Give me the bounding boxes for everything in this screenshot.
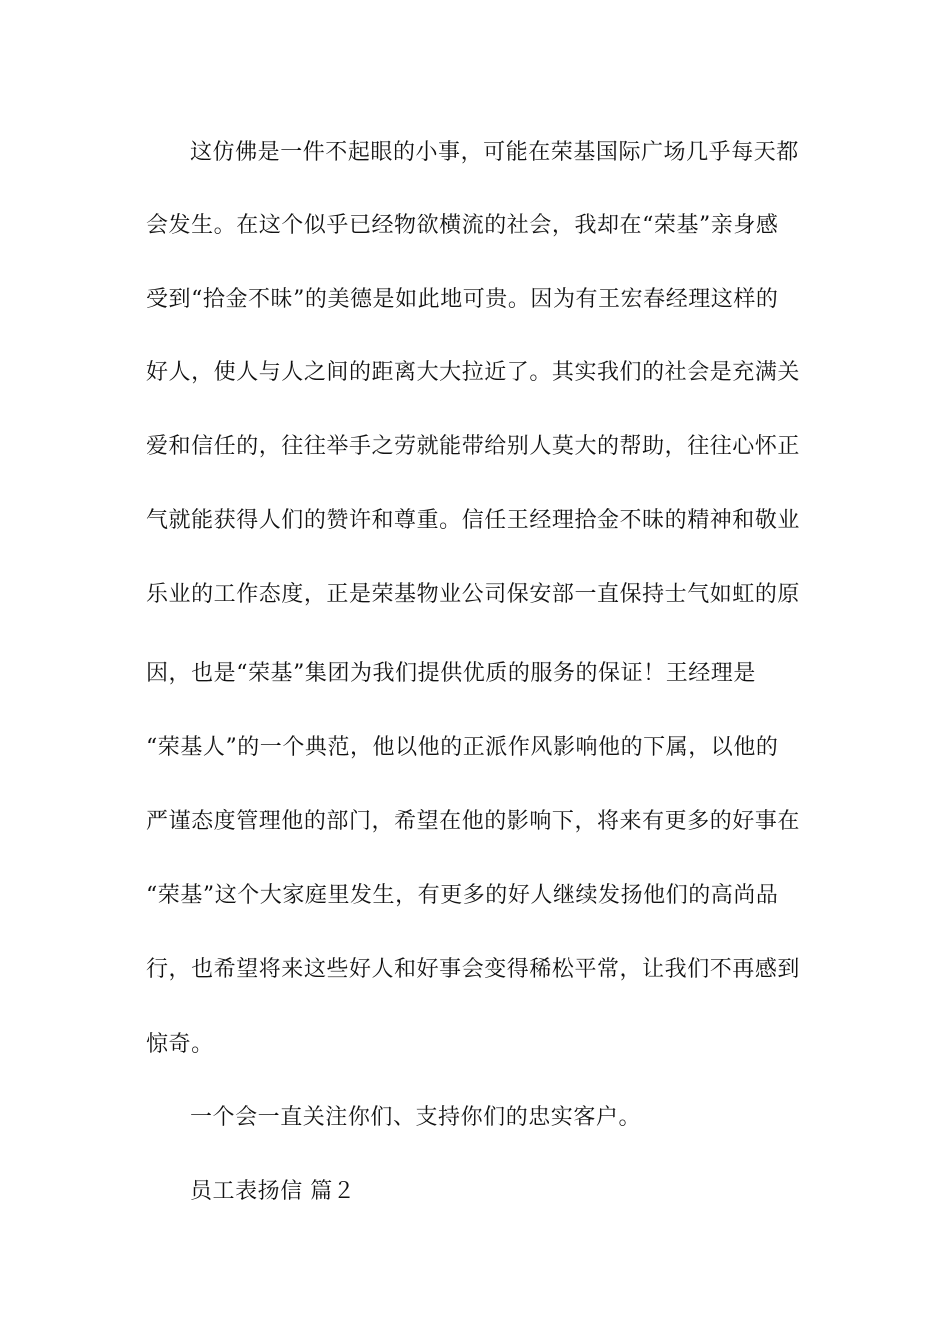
- paragraph-line: “荣基”这个大家庭里发生，有更多的好人继续发扬他们的高尚品: [146, 883, 779, 908]
- paragraph-line: 好人，使人与人之间的距离大大拉近了。其实我们的社会是充满关: [146, 360, 800, 385]
- closing-line: 一个会一直关注你们、支持你们的忠实客户。: [190, 1105, 642, 1130]
- section-heading: 员工表扬信 篇２: [190, 1179, 356, 1204]
- paragraph-line: “荣基人”的一个典范，他以他的正派作风影响他的下属，以他的: [146, 735, 779, 760]
- paragraph-line: 爱和信任的，往往举手之劳就能带给别人莫大的帮助，往往心怀正: [146, 434, 800, 459]
- paragraph-line: 严谨态度管理他的部门，希望在他的影响下，将来有更多的好事在: [146, 809, 800, 834]
- paragraph-line: 因，也是“荣基”集团为我们提供优质的服务的保证！王经理是: [146, 661, 756, 686]
- paragraph-line: 行，也希望将来这些好人和好事会变得稀松平常，让我们不再感到: [146, 957, 800, 982]
- paragraph-line: 受到“拾金不昧”的美德是如此地可贵。因为有王宏春经理这样的: [146, 287, 779, 312]
- paragraph-line: 气就能获得人们的赞许和尊重。信任王经理拾金不昧的精神和敬业: [146, 508, 800, 533]
- paragraph-line: 会发生。在这个似乎已经物欲横流的社会，我却在“荣基”亲身感: [146, 213, 779, 238]
- paragraph-line: 乐业的工作态度，正是荣基物业公司保安部一直保持士气如虹的原: [146, 582, 800, 607]
- paragraph-line: 这仿佛是一件不起眼的小事，可能在荣基国际广场几乎每天都: [190, 140, 799, 165]
- paragraph-line: 惊奇。: [146, 1032, 214, 1057]
